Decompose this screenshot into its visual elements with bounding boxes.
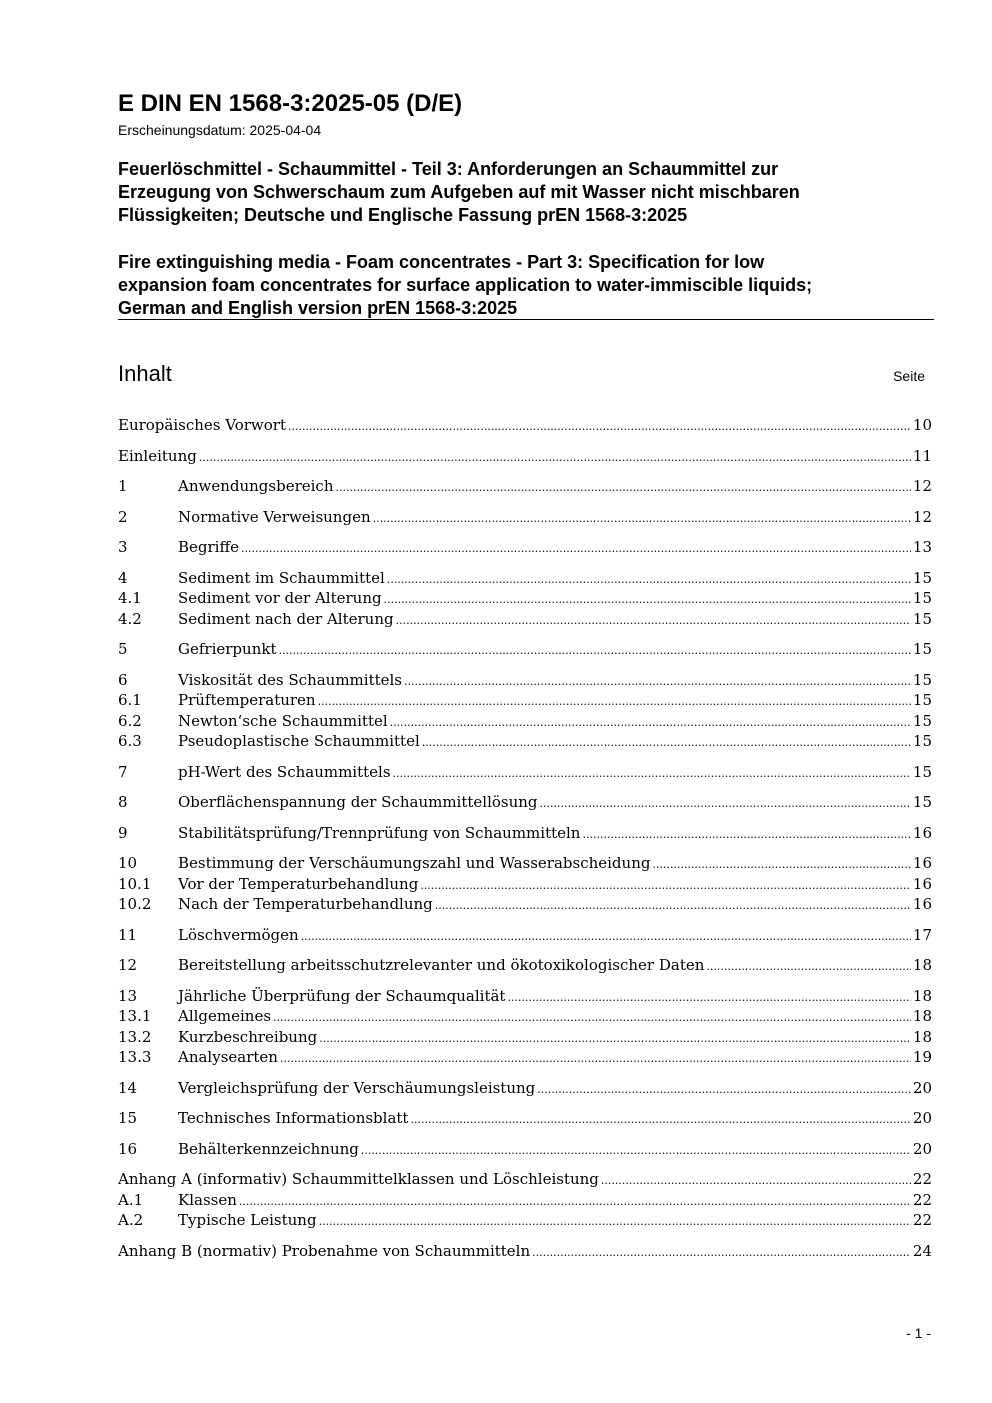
toc-entry-title: Behälterkennzeichnung [178,1139,359,1158]
toc-entry-page: 15 [912,762,932,781]
toc-entry[interactable] [118,1006,932,1027]
toc-dot-leader [507,986,910,1009]
toc-dot-leader [601,1169,911,1192]
toc-entry[interactable] [118,1108,932,1129]
toc-entry-title: Viskosität des Schaummittels [178,670,403,689]
toc-entry-title: Sediment im Schaummittel [178,568,385,587]
toc-entry-title: Newton‘sche Schaummittel [178,711,388,730]
toc-entry[interactable] [118,568,932,589]
toc-entry[interactable] [118,537,932,558]
toc-dot-leader [335,476,910,499]
toc-entry-title: Anhang B (normativ) Probenahme von Schaummitteln [118,1241,531,1260]
toc-entry-number: 8 [118,793,128,811]
toc-dot-leader [706,955,911,978]
toc-entry-page: 20 [912,1078,932,1097]
toc-dot-leader [387,568,911,591]
title-english-line: expansion foam concentrates for surface application to water-immiscible liquids; [118,275,813,295]
toc-entry-page: 16 [912,854,932,872]
toc-entry[interactable] [118,711,932,732]
toc-entry-page: 10 [912,416,932,434]
toc-entry-page: 18 [912,1027,932,1046]
toc-entry-title: Vor der Temperaturbehandlung [178,874,419,893]
toc-entry[interactable] [118,853,932,874]
toc-entry[interactable] [118,446,932,467]
toc-entry[interactable] [118,1078,932,1099]
toc-dot-leader [540,792,911,815]
toc-entry-page: 20 [912,1109,932,1127]
toc-entry-page: 22 [912,1211,932,1229]
toc-entry-number: 4 [118,568,128,587]
toc-entry-page: 20 [912,1139,932,1158]
title-english-line: Fire extinguishing media - Foam concentrates - Part 3: Specification for low [118,252,765,272]
toc-entry[interactable] [118,894,932,915]
toc-entry-title: Vergleichsprüfung der Verschäumungsleistung [178,1078,536,1097]
toc-entry-page: 15 [912,711,932,730]
toc-entry-page: 15 [912,670,932,689]
toc-entry-number: 13 [118,986,138,1005]
toc-entry[interactable] [118,670,932,691]
toc-dot-leader [199,446,911,469]
toc-entry-title: Klassen [178,1190,237,1209]
toc-entry-number: 13.3 [118,1048,152,1066]
toc-entry-number: A.2 [118,1211,144,1229]
toc-entry[interactable] [118,639,932,660]
toc-entry-title: Begriffe [178,538,240,556]
toc-entry-number: 4.2 [118,609,142,628]
toc-entry-title: Allgemeines [178,1007,272,1025]
toc-entry-number: 2 [118,507,128,526]
toc-entry-page: 15 [912,691,932,709]
toc-entry[interactable] [118,1190,932,1211]
toc-entry-title: Nach der Temperaturbehandlung [178,895,433,913]
document-id: E DIN EN 1568-3:2025-05 (D/E) [118,90,463,117]
toc-entry-number: 13.1 [118,1007,152,1025]
toc-entry-title: Pseudoplastische Schaummittel [178,732,420,750]
toc-entry-page: 16 [912,823,932,842]
toc-entry-title: Löschvermögen [178,925,299,944]
toc-entry-page: 16 [912,874,932,893]
toc-entry-title: Einleitung [118,446,197,465]
toc-entry-page: 12 [912,477,932,495]
toc-entry-title: Bereitstellung arbeitsschutzrelevanter und ökotoxikologischer Daten [178,956,705,974]
toc-entry[interactable] [118,1139,932,1160]
toc-entry[interactable] [118,1027,932,1048]
toc-entry-number: 9 [118,823,128,842]
toc-dot-leader [532,1241,911,1264]
toc-entry-number: 10.1 [118,874,152,893]
toc-entry-title: Normative Verweisungen [178,507,371,526]
toc-entry-page: 15 [912,568,932,587]
toc-entry-page: 12 [912,507,932,526]
toc-entry[interactable] [118,588,932,609]
toc-dot-leader [301,925,911,948]
toc-entry-page: 13 [912,538,932,556]
toc-heading: Inhalt [118,361,172,386]
toc-dot-leader [420,874,911,897]
toc-entry-title: Sediment nach der Alterung [178,609,394,628]
toc-entry-title: Anwendungsbereich [178,477,334,495]
toc-dot-leader [393,762,911,785]
toc-entry[interactable] [118,609,932,630]
title-german-line: Feuerlöschmittel - Schaummittel - Teil 3: Anforderungen an Schaummittel zur [118,159,779,179]
toc-entry-title: Sediment vor der Alterung [178,589,382,607]
toc-entry[interactable] [118,874,932,895]
toc-entry-number: 6.3 [118,732,142,750]
toc-entry[interactable] [118,731,932,752]
toc-entry-page: 15 [912,640,932,658]
title-english-line: German and English version prEN 1568-3:2025 [118,298,518,318]
toc-dot-leader [390,711,911,734]
toc-dot-leader [396,609,911,632]
toc-page-column-label: Seite [893,368,925,384]
toc-entry[interactable] [118,507,932,528]
toc-entry-title: Europäisches Vorwort [118,416,286,434]
toc-entry-page: 15 [912,609,932,628]
toc-entry-title: Anhang A (informativ) Schaummittelklassen und Löschleistung [118,1170,599,1188]
toc-entry-number: 14 [118,1078,138,1097]
toc-dot-leader [278,639,910,662]
toc-entry-title: Analysearten [178,1048,278,1066]
toc-entry-number: 12 [118,956,138,974]
toc-entry-title: pH-Wert des Schaummittels [178,762,391,781]
toc-entry-title: Bestimmung der Verschäumungszahl und Wasserabscheidung [178,854,651,872]
toc-entry-number: A.1 [118,1190,144,1209]
toc-entry[interactable] [118,792,932,813]
toc-entry-page: 15 [912,732,932,750]
toc-dot-leader [361,1139,911,1162]
toc-entry-title: Stabilitätsprüfung/Trennprüfung von Schaummitteln [178,823,581,842]
toc-dot-leader [384,588,911,611]
toc-entry-number: 6 [118,670,128,689]
toc-dot-leader [319,1027,911,1050]
toc-entry-title: Oberflächenspannung der Schaummittellösung [178,793,538,811]
title-german-line: Flüssigkeiten; Deutsche und Englische Fassung prEN 1568-3:2025 [118,205,688,225]
toc-entry-title: Typische Leistung [178,1211,317,1229]
title-german [118,158,928,227]
toc-entry-title: Gefrierpunkt [178,640,277,658]
toc-entry-page: 24 [912,1241,932,1260]
toc-entry-page: 18 [912,986,932,1005]
toc-entry-number: 5 [118,640,128,658]
toc-entry[interactable] [118,476,932,497]
toc-dot-leader [652,853,910,876]
toc-dot-leader [404,670,911,693]
toc-entry-title: Technisches Informationsblatt [178,1109,409,1127]
title-german-line: Erzeugung von Schwerschaum zum Aufgeben auf mit Wasser nicht mischbaren [118,182,800,202]
toc-dot-leader [373,507,911,530]
toc-entry-title: Jährliche Überprüfung der Schaumqualität [178,986,506,1005]
toc-entry[interactable] [118,1169,932,1190]
toc-entry-page: 22 [912,1170,932,1188]
toc-dot-leader [319,1210,911,1233]
toc-dot-leader [288,415,911,438]
toc-entry-page: 16 [912,895,932,913]
toc-entry-number: 16 [118,1139,138,1158]
toc-entry-page: 11 [912,446,932,465]
toc-entry-number: 6.1 [118,691,142,709]
toc-entry-page: 22 [912,1190,932,1209]
toc-dot-leader [241,537,911,560]
toc-dot-leader [435,894,911,917]
toc-dot-leader [537,1078,911,1101]
toc-entry-number: 4.1 [118,589,142,607]
toc-dot-leader [273,1006,911,1029]
toc-dot-leader [239,1190,911,1213]
toc-entry-number: 1 [118,477,128,495]
toc-entry-number: 3 [118,538,128,556]
toc-entry-page: 18 [912,956,932,974]
toc-entry[interactable] [118,762,932,783]
toc-entry[interactable] [118,986,932,1007]
title-divider [118,319,934,320]
toc-entry-page: 15 [912,793,932,811]
toc-entry[interactable] [118,1241,932,1262]
toc-entry-number: 10 [118,854,138,872]
toc-entry-title: Prüftemperaturen [178,691,316,709]
toc-entry[interactable] [118,955,932,976]
toc-entry-page: 18 [912,1007,932,1025]
toc-entry-number: 10.2 [118,895,152,913]
title-english [118,251,932,320]
toc-entry-number: 7 [118,762,128,781]
toc-entry[interactable] [118,690,932,711]
toc-entry-page: 19 [912,1048,932,1066]
toc-entry[interactable] [118,415,932,436]
toc-entry-number: 11 [118,925,138,944]
publication-date: Erscheinungsdatum: 2025-04-04 [118,122,322,138]
toc-dot-leader [582,823,910,846]
toc-entry-number: 6.2 [118,711,142,730]
toc-dot-leader [410,1108,910,1131]
toc-entry-number: 15 [118,1109,138,1127]
toc-dot-leader [422,731,911,754]
page-number: - 1 - [906,1325,931,1341]
toc-entry-page: 17 [912,925,932,944]
toc-entry-number: 13.2 [118,1027,152,1046]
toc-entry[interactable] [118,925,932,946]
table-of-contents [118,415,932,1261]
toc-entry[interactable] [118,1210,932,1231]
toc-dot-leader [318,690,911,713]
toc-entry[interactable] [118,823,932,844]
toc-entry-title: Kurzbeschreibung [178,1027,318,1046]
toc-dot-leader [280,1047,911,1070]
toc-entry[interactable] [118,1047,932,1068]
toc-entry-page: 15 [912,589,932,607]
